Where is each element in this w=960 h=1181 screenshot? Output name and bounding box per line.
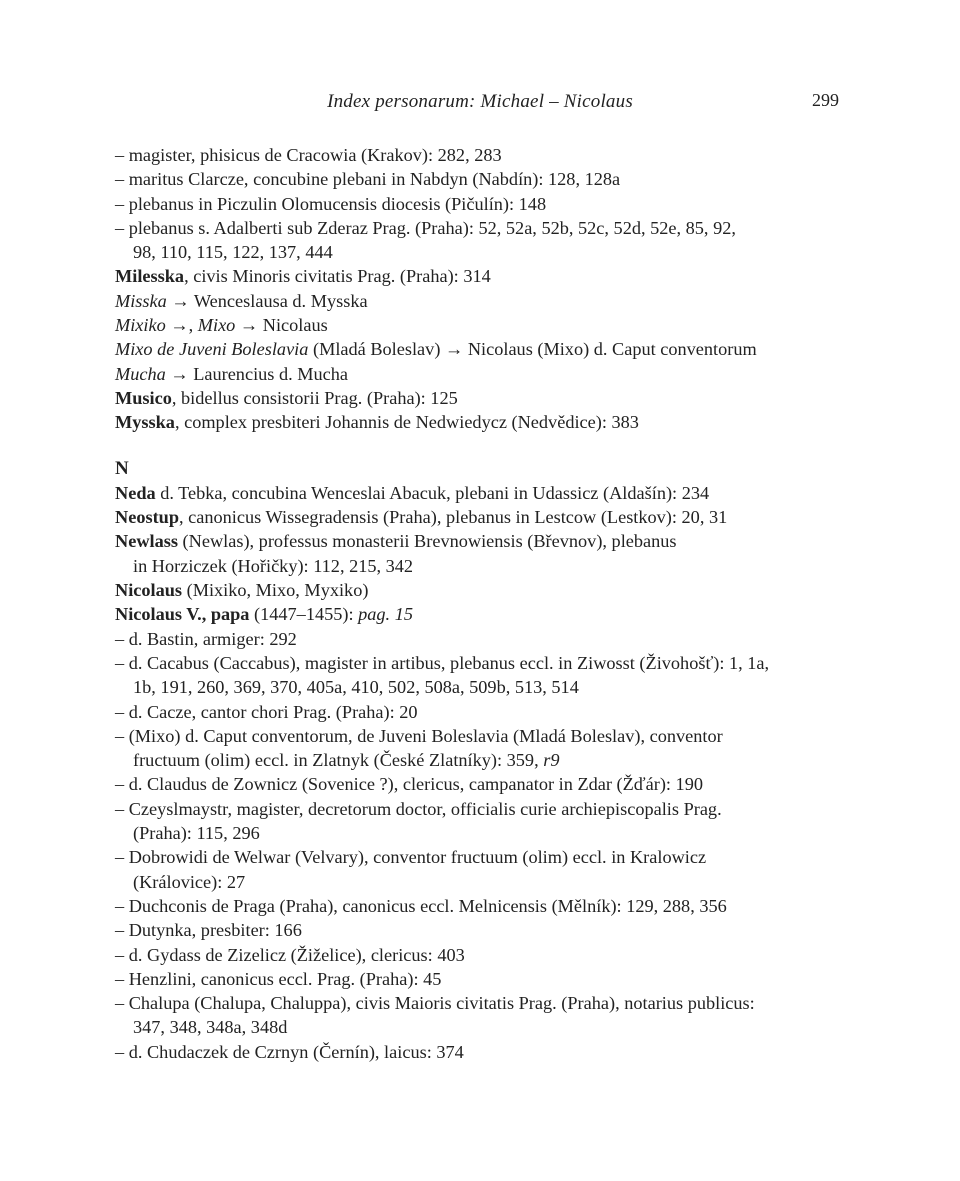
entry-text: , complex presbiteri Johannis de Nedwiedycz (Nedvědice): 383 bbox=[174, 412, 639, 433]
page-number: 299 bbox=[812, 90, 839, 110]
entry-text: → Wenceslausa d. Mysska bbox=[166, 290, 368, 311]
index-entry bbox=[115, 264, 845, 288]
cross-ref-headword: Mucha bbox=[115, 363, 166, 384]
cross-ref-headword: Mixo bbox=[197, 315, 236, 336]
index-entry-continuation: (Královice): 27 bbox=[133, 871, 246, 892]
entry-text: (Newlas), professus monasterii Brevnowiensis (Břevnov), plebanus bbox=[177, 531, 677, 552]
entry-text: → Laurencius d. Mucha bbox=[165, 363, 349, 384]
entry-text: , canonicus Wissegradensis (Praha), plebanus in Lestcow (Lestkov): 20, 31 bbox=[179, 507, 728, 528]
index-entry: – maritus Clarcze, concubine plebani in Nabdyn (Nabdín): 128, 128a bbox=[115, 169, 621, 190]
cross-ref-headword: Mixo de Juveni Boleslavia bbox=[115, 339, 309, 360]
headword: Neostup bbox=[115, 507, 179, 528]
page-reference: r9 bbox=[543, 750, 560, 771]
index-entry bbox=[115, 529, 845, 553]
index-entry: – (Mixo) d. Caput conventorum, de Juveni Boleslavia (Mladá Boleslav), conventor bbox=[115, 725, 723, 746]
headword: Nicolaus V., papa bbox=[115, 604, 250, 625]
index-entry: – d. Claudus de Zownicz (Sovenice ?), clericus, campanator in Zdar (Žďár): 190 bbox=[115, 774, 703, 795]
index-entry: – d. Cacze, cantor chori Prag. (Praha): 20 bbox=[115, 701, 418, 722]
index-entry bbox=[115, 337, 845, 361]
page-reference: pag. 15 bbox=[358, 604, 413, 625]
index-entry bbox=[115, 289, 845, 313]
cross-ref-headword: Misska bbox=[115, 290, 167, 311]
index-entry-continuation: (Praha): 115, 296 bbox=[133, 823, 260, 844]
index-entry: – Henzlini, canonicus eccl. Prag. (Praha): 45 bbox=[115, 968, 442, 989]
entry-text: (Mixiko, Mixo, Myxiko) bbox=[182, 580, 369, 601]
entry-text: , civis Minoris civitatis Prag. (Praha): 314 bbox=[184, 266, 491, 287]
running-header-title: Index personarum: Michael – Nicolaus bbox=[327, 91, 633, 112]
index-entry: – d. Chudaczek de Czrnyn (Černín), laicus: 374 bbox=[115, 1041, 464, 1062]
index-entry-continuation: 98, 110, 115, 122, 137, 444 bbox=[133, 242, 333, 263]
index-entry-continuation bbox=[115, 748, 845, 772]
index-entry bbox=[115, 505, 845, 529]
entry-text: →, bbox=[165, 315, 198, 336]
headword: Nicolaus bbox=[115, 580, 183, 601]
index-entry-continuation: in Horziczek (Hořičky): 112, 215, 342 bbox=[133, 555, 414, 576]
index-entry: – d. Gydass de Zizelicz (Žiželice), clericus: 403 bbox=[115, 944, 465, 965]
index-body bbox=[115, 143, 845, 1064]
index-entry bbox=[115, 410, 845, 434]
section-gap bbox=[115, 435, 845, 457]
headword: Musico bbox=[115, 387, 172, 408]
headword: Milesska bbox=[115, 266, 185, 287]
entry-text: (1447–1455): bbox=[249, 604, 359, 625]
index-entry bbox=[115, 602, 845, 626]
index-entry bbox=[115, 481, 845, 505]
index-entry: – plebanus s. Adalberti sub Zderaz Prag. (Praha): 52, 52a, 52b, 52c, 52d, 52e, 85, 92, bbox=[115, 217, 736, 238]
index-entry: – Dobrowidi de Welwar (Velvary), conventor fructuum (olim) eccl. in Kralowicz bbox=[115, 847, 707, 868]
entry-text: d. Tebka, concubina Wenceslai Abacuk, plebani in Udassicz (Aldašín): 234 bbox=[155, 482, 710, 503]
index-entry bbox=[115, 578, 845, 602]
headword: Mysska bbox=[115, 412, 175, 433]
entry-text: → Nicolaus bbox=[235, 315, 328, 336]
index-entry bbox=[115, 386, 845, 410]
index-entry-continuation: 347, 348, 348a, 348d bbox=[133, 1017, 288, 1038]
index-entry bbox=[115, 313, 845, 337]
cross-ref-headword: Mixiko bbox=[115, 315, 166, 336]
index-entry: – Czeyslmaystr, magister, decretorum doctor, officialis curie archiepiscopalis Prag. bbox=[115, 798, 722, 819]
index-entry: – Dutynka, presbiter: 166 bbox=[115, 920, 302, 941]
index-entry: – Duchconis de Praga (Praha), canonicus eccl. Melnicensis (Mělník): 129, 288, 356 bbox=[115, 895, 727, 916]
entry-text: (Mladá Boleslav) → Nicolaus (Mixo) d. Caput conventorum bbox=[308, 339, 757, 360]
section-letter: N bbox=[115, 457, 129, 479]
index-entry: – d. Cacabus (Caccabus), magister in artibus, plebanus eccl. in Ziwosst (Živohošť): 1, 1a, bbox=[115, 652, 770, 673]
index-entry-continuation: 1b, 191, 260, 369, 370, 405a, 410, 502, 508a, 509b, 513, 514 bbox=[133, 677, 579, 698]
index-entry: – Chalupa (Chalupa, Chaluppa), civis Maioris civitatis Prag. (Praha), notarius publicus: bbox=[115, 993, 755, 1014]
index-entry bbox=[115, 362, 845, 386]
index-entry: – d. Bastin, armiger: 292 bbox=[115, 628, 297, 649]
headword: Newlass bbox=[115, 531, 178, 552]
entry-text: , bidellus consistorii Prag. (Praha): 125 bbox=[171, 387, 458, 408]
entry-text: fructuum (olim) eccl. in Zlatnyk (České Zlatníky): 359, bbox=[133, 750, 544, 771]
headword: Neda bbox=[115, 482, 156, 503]
index-entry: – plebanus in Piczulin Olomucensis diocesis (Pičulín): 148 bbox=[115, 193, 547, 214]
index-entry: – magister, phisicus de Cracowia (Krakov): 282, 283 bbox=[115, 145, 502, 165]
